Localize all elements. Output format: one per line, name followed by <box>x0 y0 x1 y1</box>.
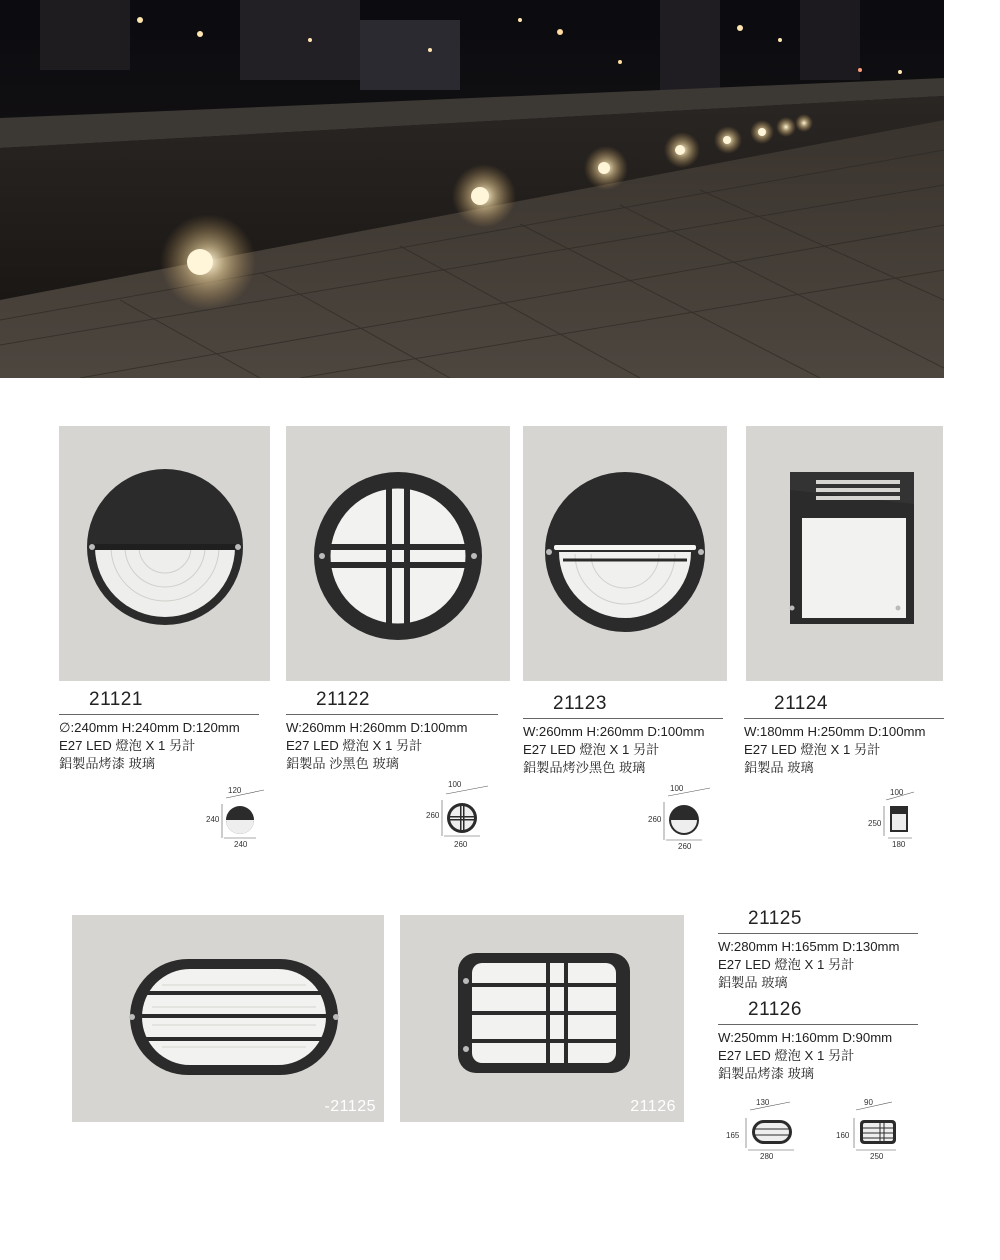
spec-block-21121 <box>59 689 259 773</box>
spec-block-21125 <box>718 908 918 992</box>
dimension-drawing-21122 <box>424 780 496 850</box>
dim-width: 260 <box>678 842 692 851</box>
dim-height: 160 <box>836 1131 850 1140</box>
fixture-21123-illustration <box>523 426 727 681</box>
divider <box>523 718 723 719</box>
fixture-21121-illustration <box>59 426 270 681</box>
product-photo-21121 <box>59 426 270 681</box>
divider <box>286 714 498 715</box>
hero-night-photo <box>0 0 944 378</box>
product-material: 鋁製品 沙黑色 玻璃 <box>286 756 399 771</box>
product-material: 鋁製品 玻璃 <box>744 760 814 775</box>
dim-depth: 130 <box>756 1098 770 1107</box>
dim-height: 250 <box>868 819 882 828</box>
divider <box>718 933 918 934</box>
dim-depth: 120 <box>228 786 242 795</box>
product-code: 21121 <box>89 689 143 710</box>
product-bulb: E27 LED 燈泡 X 1 另計 <box>718 957 855 972</box>
dim-depth: 90 <box>864 1098 873 1107</box>
dim-height: 260 <box>426 811 440 820</box>
product-code: 21123 <box>553 693 607 714</box>
dimension-drawing-21124 <box>866 786 926 852</box>
product-photo-21122 <box>286 426 510 681</box>
dim-width: 240 <box>234 840 248 849</box>
product-material: 鋁製品烤沙黑色 玻璃 <box>523 760 646 775</box>
fixture-21126-illustration <box>400 915 684 1122</box>
divider <box>744 718 944 719</box>
product-photo-21124 <box>746 426 943 681</box>
fixture-21125-illustration <box>72 915 384 1122</box>
spec-block-21123 <box>523 693 723 777</box>
dimension-drawing-21121 <box>204 786 274 852</box>
spec-block-21126 <box>718 999 918 1083</box>
product-code: 21125 <box>748 908 802 929</box>
night-walkway-illustration <box>0 0 944 378</box>
dim-depth: 100 <box>448 780 462 789</box>
fixture-21122-illustration <box>286 426 510 681</box>
dimension-drawing-21125 <box>724 1098 804 1164</box>
product-size: W:280mm H:165mm D:130mm <box>718 939 900 954</box>
product-code: 21126 <box>748 999 802 1020</box>
product-size: W:180mm H:250mm D:100mm <box>744 724 926 739</box>
dim-height: 240 <box>206 815 220 824</box>
spec-block-21122 <box>286 689 498 773</box>
fixture-21124-illustration <box>746 426 943 681</box>
dimension-drawing-21123 <box>646 784 718 854</box>
spec-block-21124 <box>744 693 944 777</box>
product-photo-21126 <box>400 915 684 1122</box>
photo-label: -21125 <box>324 1098 376 1115</box>
product-bulb: E27 LED 燈泡 X 1 另計 <box>523 742 660 757</box>
divider <box>718 1024 918 1025</box>
dim-depth: 100 <box>670 784 684 793</box>
product-material: 鋁製品 玻璃 <box>718 975 788 990</box>
dim-height: 165 <box>726 1131 740 1140</box>
product-code: 21124 <box>774 693 828 714</box>
dimension-drawing-21126 <box>834 1098 910 1164</box>
product-size: W:250mm H:160mm D:90mm <box>718 1030 893 1045</box>
product-material: 鋁製品烤漆 玻璃 <box>59 756 155 771</box>
product-material: 鋁製品烤漆 玻璃 <box>718 1066 814 1081</box>
product-photo-21123 <box>523 426 727 681</box>
dim-width: 250 <box>870 1152 884 1161</box>
product-photo-21125 <box>72 915 384 1122</box>
dim-depth: 100 <box>890 788 904 797</box>
product-bulb: E27 LED 燈泡 X 1 另計 <box>718 1048 855 1063</box>
product-bulb: E27 LED 燈泡 X 1 另計 <box>744 742 881 757</box>
dim-width: 280 <box>760 1152 774 1161</box>
product-size: W:260mm H:260mm D:100mm <box>286 720 468 735</box>
product-size: W:260mm H:260mm D:100mm <box>523 724 705 739</box>
product-code: 21122 <box>316 689 370 710</box>
dim-height: 260 <box>648 815 662 824</box>
divider <box>59 714 259 715</box>
product-bulb: E27 LED 燈泡 X 1 另計 <box>286 738 423 753</box>
photo-label: 21126 <box>630 1098 676 1115</box>
dim-width: 260 <box>454 840 468 849</box>
dim-width: 180 <box>892 840 906 849</box>
product-bulb: E27 LED 燈泡 X 1 另計 <box>59 738 196 753</box>
product-size: ∅:240mm H:240mm D:120mm <box>59 720 240 735</box>
